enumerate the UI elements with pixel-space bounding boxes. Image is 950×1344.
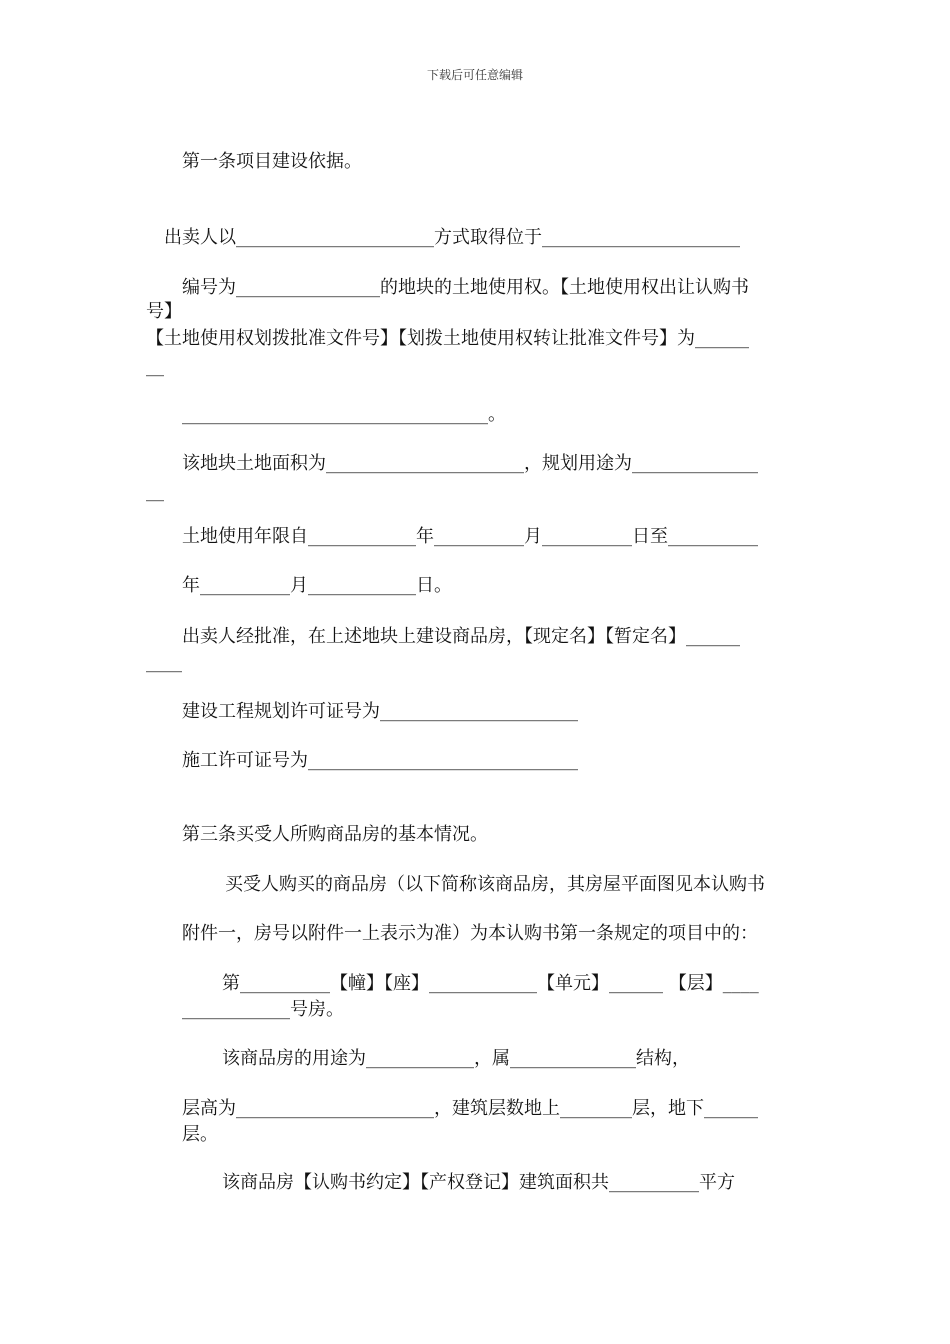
building-area-line: 该商品房【认购书约定】【产权登记】建筑面积共__________平方 <box>222 1172 735 1193</box>
land-term-end-line: 年__________月____________日。 <box>182 575 452 596</box>
article-1-title: 第一条项目建设依据。 <box>182 151 362 172</box>
seller-land-line: 出卖人以______________________方式取得位于______________________ <box>164 227 740 248</box>
land-area-cont: __ <box>146 481 164 502</box>
project-name-cont: ____ <box>146 652 182 673</box>
construction-permit-line: 施工许可证号为______________________________ <box>182 750 578 771</box>
land-area-line: 该地块土地面积为______________________，规划用途为______________ <box>182 453 758 474</box>
planning-permit-line: 建设工程规划许可证号为______________________ <box>182 701 578 722</box>
approval-doc-cont: __ <box>146 356 164 377</box>
usage-structure-line: 该商品房的用途为____________，属______________结构， <box>222 1048 690 1069</box>
page-header: 下载后可任意编辑 <box>426 68 523 82</box>
unit-location-line: 第__________【幢】【座】____________【单元】______ 【层】____ <box>222 973 759 994</box>
approval-doc-line: 【土地使用权划拨批准文件号】【划拨土地使用权转让批准文件号】为______ <box>146 328 749 349</box>
buyer-purchase-line: 买受人购买的商品房（以下简称该商品房，其房屋平面图见本认购书 <box>225 874 765 895</box>
land-number-cont: 号】 <box>146 301 182 322</box>
approval-doc-blank: __________________________________。 <box>182 404 506 425</box>
article-3-title: 第三条买受人所购商品房的基本情况。 <box>182 824 488 845</box>
land-number-line: 编号为________________的地块的土地使用权。【土地使用权出让认购书 <box>182 277 749 298</box>
attachment-line: 附件一，房号以附件一上表示为准）为本认购书第一条规定的项目中的： <box>182 923 758 944</box>
land-term-line: 土地使用年限自____________年__________月__________日至__________ <box>182 526 758 547</box>
floor-height-cont: 层。 <box>182 1124 218 1145</box>
project-name-line: 出卖人经批准，在上述地块上建设商品房，【现定名】【暂定名】______ <box>182 626 740 647</box>
room-number-line: ____________号房。 <box>182 999 344 1020</box>
floor-height-line: 层高为______________________，建筑层数地上________层，地下______ <box>182 1098 758 1119</box>
